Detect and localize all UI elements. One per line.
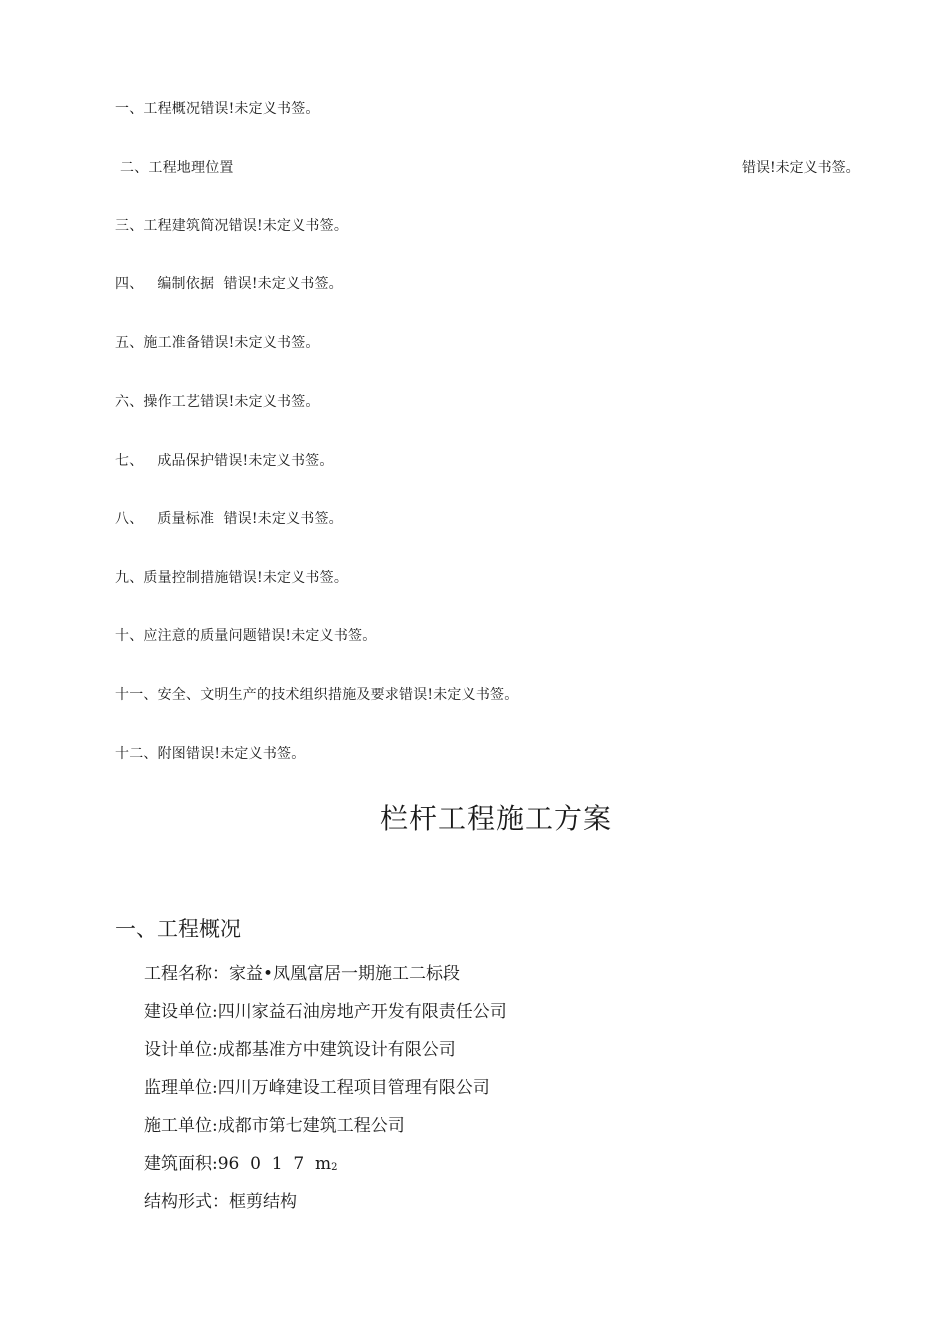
- toc-item[interactable]: 十一、安全、文明生产的技术组织措施及要求错误!未定义书签。: [115, 687, 519, 703]
- toc-item[interactable]: 六、操作工艺错误!未定义书签。: [115, 394, 320, 410]
- owner-unit: 建设单位:四川家益石油房地产开发有限责任公司: [144, 1002, 507, 1022]
- structure-type: 结构形式：框剪结构: [144, 1192, 297, 1212]
- section-heading: 一、工程概况: [115, 917, 241, 941]
- toc-item[interactable]: 七、 成品保护错误!未定义书签。: [115, 453, 334, 469]
- project-name: 工程名称：家益•凤凰富居一期施工二标段: [144, 964, 461, 984]
- toc-item[interactable]: 三、工程建筑简况错误!未定义书签。: [115, 218, 349, 234]
- toc-item[interactable]: 八、 质量标准 错误!未定义书签。: [115, 511, 343, 527]
- toc-item[interactable]: 四、 编制依据 错误!未定义书签。: [115, 276, 343, 292]
- construction-unit: 施工单位:成都市第七建筑工程公司: [144, 1116, 405, 1136]
- toc-item-page-ref[interactable]: 错误!未定义书签。: [742, 160, 860, 176]
- toc-item[interactable]: 十二、附图错误!未定义书签。: [115, 746, 306, 762]
- supervision-unit: 监理单位:四川万峰建设工程项目管理有限公司: [144, 1078, 490, 1098]
- document-title: 栏杆工程施工方案: [379, 802, 612, 835]
- area-unit-suffix: 2: [331, 1162, 338, 1173]
- toc-item[interactable]: 二、工程地理位置: [120, 160, 234, 176]
- toc-item[interactable]: 一、工程概况错误!未定义书签。: [115, 101, 320, 117]
- building-area: [144, 1152, 338, 1180]
- toc-item[interactable]: 五、施工准备错误!未定义书签。: [115, 335, 320, 351]
- toc-item[interactable]: 十、应注意的质量问题错误!未定义书签。: [115, 628, 377, 644]
- building-area-text: 建筑面积:96 0 1 7 m: [144, 1154, 332, 1174]
- toc-item[interactable]: 九、质量控制措施错误!未定义书签。: [115, 570, 349, 586]
- design-unit: 设计单位:成都基准方中建筑设计有限公司: [144, 1040, 456, 1060]
